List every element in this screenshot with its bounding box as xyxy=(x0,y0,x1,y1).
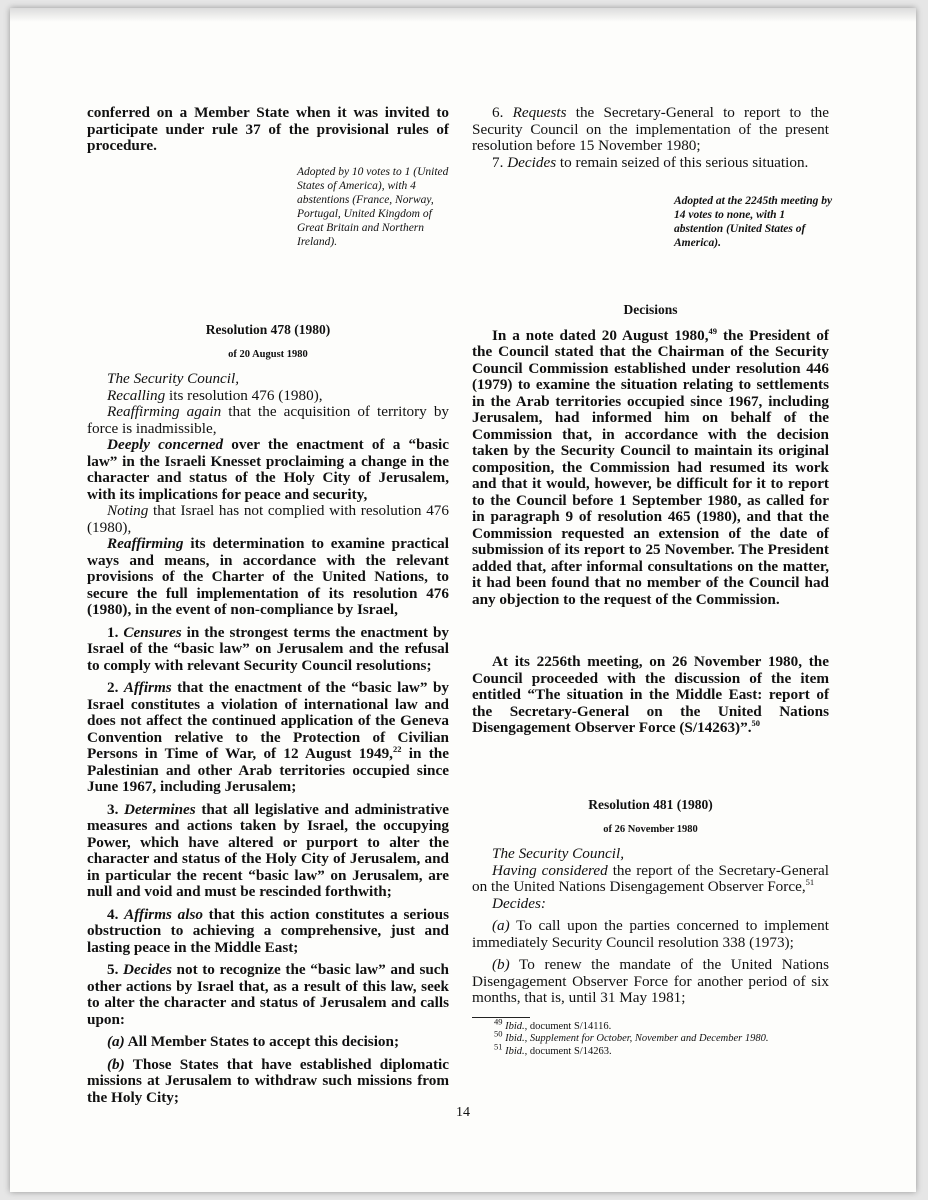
preamble-having-considered: Having considered the report of the Secretary-General on the United Nations Disengagement Observer Force,$^{51}$ xyxy=(472,861,829,895)
resolution-title: Resolution 478 (1980) xyxy=(205,322,331,337)
decisions-title: Decisions xyxy=(623,302,678,317)
adopted-note: Adopted at the 2245th meeting by 14 votes to none, with 1 abstention (United States of America). xyxy=(674,195,833,249)
preamble-concerned: Deeply concerned over the enactment of a “basic law” in the Israeli Knesset proclaiming a change in the character and status of the Holy City of Jerusalem, with its implications for peace and security, xyxy=(87,436,449,503)
decisions-paragraph: In a note dated 20 August 1980,49 the President of the Council stated that the Chairman of the Security Council Commission established under resolution 446 (1979) to examine the situation relating to settlements in the Arab territories occupied since 1967, including Jerusalem, had informed him on behalf of the Commission that, in accordance with the decision taken by the Security Council to maintain its original composition, the Commission had resumed its work and that it would, however, be difficult for it to report to the Council before 1 September 1980, as called for in paragraph 9 of resolution 465 (1980), and that the Commission requested an extension of the date of submission of its report to 25 November. The President added that, after informal consultations on the matter, it had been found that no member of the Council had any objection to the request of the Commission. xyxy=(472,325,829,608)
operative-paragraph-2: 2. Affirms that the enactment of the “basic law” by Israel constitutes a violation of international law and does not affect the continued application of the Geneva Convention relative to the Protection of Civilian Persons in Time of War, of 12 August 1949,22 in the Palestinian and other Arab territories occupied since June 1967, including Jerusalem; xyxy=(87,679,449,795)
vote-note: Adopted by 10 votes to 1 (United States of America), with 4 abstentions (France, Norway, Portugal, United Kingdom of Great Britain and Northern Ireland). xyxy=(297,166,449,248)
meeting-paragraph: At its 2256th meeting, on 26 November 1980, the Council proceeded with the discussion of the item entitled “The situation in the Middle East: report of the Secretary-General on the United Nations Disengagement Observer Force (S/14263)”.$^{50}$ xyxy=(472,653,829,736)
operative-paragraph-1: 1. Censures in the strongest terms the enactment by Israel of the “basic law” on Jerusalem and the refusal to comply with relevant Security Council resolutions; xyxy=(87,623,449,674)
subparagraph-a: (a) All Member States to accept this decision; xyxy=(107,1033,400,1050)
subparagraph-b: (b) Those States that have established diplomatic missions at Jerusalem to withdraw such missions from the Holy City; xyxy=(87,1055,449,1106)
preamble-noting: Noting that Israel has not complied with resolution 476 (1980), xyxy=(87,502,449,536)
preamble-reaffirming-2: Reaffirming its determination to examine practical ways and means, in accordance with the relevant provisions of the Charter of the United Nations, to secure the full implementation of its resolution 476 (1980), in the event of non-compliance by Israel, xyxy=(87,535,449,618)
page-number: 14 xyxy=(456,1105,470,1120)
resolution-481-title: Resolution 481 (1980) xyxy=(588,797,713,812)
footnote-50: $^{50}$ Ibid., Supplement for October, November and December 1980. xyxy=(494,1028,769,1044)
decides-heading: Decides: xyxy=(492,894,546,912)
resolution-481-date: of 26 November 1980 xyxy=(603,823,698,835)
resolution-478 xyxy=(87,322,449,1106)
subparagraph-481-a: (a) To call upon the parties concerned to implement immediately Security Council resolution 338 (1973); xyxy=(472,917,829,951)
continued-paragraph: conferred on a Member State when it was invited to participate under rule 37 of the provisional rules of procedure. xyxy=(87,104,449,154)
operative-paragraph-4: 4. Affirms also that this action constitutes a serious obstruction to achieving a comprehensive, just and lasting peace in the Middle East; xyxy=(87,905,450,956)
document-page xyxy=(10,8,916,1192)
preamble-recalling: Recalling its resolution 476 (1980), xyxy=(107,386,323,404)
operative-paragraph-3: 3. Determines that all legislative and administrative measures and actions taken by Israel, the occupying Power, which have altered or purport to alter the character and status of the Holy City of Jerusalem, and in particular the recent “basic law” on Jerusalem, are null and void and must be rescinded forthwith; xyxy=(87,800,450,900)
resolution-continuation xyxy=(472,105,829,171)
council-heading: The Security Council, xyxy=(107,370,240,387)
subparagraph-481-b: (b) To renew the mandate of the United Nations Disengagement Observer Force for another period of six months, that is, until 31 May 1981; xyxy=(472,956,829,1006)
page-shadow xyxy=(10,8,916,22)
operative-paragraph-7: 7. Decides to remain seized of this serious situation. xyxy=(492,153,809,171)
resolution-481 xyxy=(472,797,829,1058)
operative-paragraph-5: 5. Decides not to recognize the “basic law” and such other actions by Israel that, as a result of this law, seek to alter the character and status of Jerusalem and calls upon: xyxy=(87,961,449,1028)
footnote-49: $^{49}$ Ibid., document S/14116. xyxy=(494,1016,612,1032)
resolution-date: of 20 August 1980 xyxy=(228,348,308,360)
operative-paragraph-6: 6. Requests the Secretary-General to report to the Security Council on the implementation of the present resolution before 15 November 1980; xyxy=(472,104,829,154)
council-heading-481: The Security Council, xyxy=(492,845,625,862)
decisions-section xyxy=(472,302,829,608)
footnote-51: $^{51}$ Ibid., document S/14263. xyxy=(494,1041,612,1057)
preamble-reaffirming: Reaffirming again that the acquisition of territory by force is inadmissible, xyxy=(87,403,450,437)
